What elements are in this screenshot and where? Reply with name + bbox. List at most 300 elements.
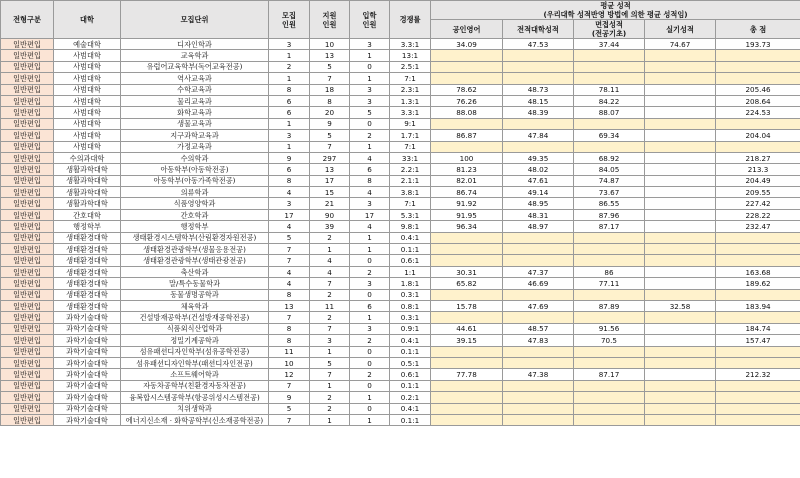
cell-dept: 교육학과 bbox=[121, 50, 269, 61]
cell-quota: 4 bbox=[269, 187, 310, 198]
cell-interview bbox=[574, 403, 645, 414]
cell-english bbox=[431, 312, 503, 323]
cell-interview: 37.44 bbox=[574, 39, 645, 50]
cell-rate: 0.1:1 bbox=[390, 346, 431, 357]
cell-interview: 87.96 bbox=[574, 209, 645, 220]
cell-english: 15.78 bbox=[431, 300, 503, 311]
cell-type: 일반편입 bbox=[1, 209, 54, 220]
cell-dept: 화학교육과 bbox=[121, 107, 269, 118]
cell-college: 생태환경대학 bbox=[54, 278, 121, 289]
cell-type: 일반편입 bbox=[1, 369, 54, 380]
cell-applicants: 17 bbox=[310, 175, 350, 186]
cell-admitted: 5 bbox=[350, 107, 390, 118]
cell-college-grade: 48.57 bbox=[503, 323, 574, 334]
cell-interview: 84.22 bbox=[574, 95, 645, 106]
cell-type: 일반편입 bbox=[1, 323, 54, 334]
table-row bbox=[1, 130, 800, 141]
cell-applicants: 13 bbox=[310, 164, 350, 175]
table-row bbox=[1, 61, 800, 72]
table-row bbox=[1, 255, 800, 266]
cell-quota: 9 bbox=[269, 152, 310, 163]
cell-type: 일반편입 bbox=[1, 107, 54, 118]
cell-dept: 아동학부(아동가족학전공) bbox=[121, 175, 269, 186]
table-row bbox=[1, 50, 800, 61]
cell-college: 생활과학대학 bbox=[54, 198, 121, 209]
cell-dept: 수학교육과 bbox=[121, 84, 269, 95]
cell-interview: 86.55 bbox=[574, 198, 645, 209]
cell-type: 일반편입 bbox=[1, 244, 54, 255]
cell-applicants: 2 bbox=[310, 403, 350, 414]
cell-dept: 식품영양학과 bbox=[121, 198, 269, 209]
cell-english: 82.01 bbox=[431, 175, 503, 186]
cell-admitted: 1 bbox=[350, 141, 390, 152]
cell-dept: 생태환경관광학부(생태관광전공) bbox=[121, 255, 269, 266]
cell-college-grade bbox=[503, 141, 574, 152]
cell-interview: 78.11 bbox=[574, 84, 645, 95]
cell-type: 일반편입 bbox=[1, 346, 54, 357]
table-row bbox=[1, 357, 800, 368]
cell-english bbox=[431, 380, 503, 391]
cell-type: 일반편입 bbox=[1, 266, 54, 277]
cell-rate: 0.4:1 bbox=[390, 335, 431, 346]
table-row bbox=[1, 175, 800, 186]
cell-college-grade: 48.73 bbox=[503, 84, 574, 95]
cell-total bbox=[716, 61, 800, 72]
cell-college: 과학기술대학 bbox=[54, 380, 121, 391]
cell-dept: 유럽어교육학부(독어교육전공) bbox=[121, 61, 269, 72]
cell-practical bbox=[645, 414, 716, 425]
cell-rate: 0.4:1 bbox=[390, 403, 431, 414]
cell-english: 77.78 bbox=[431, 369, 503, 380]
cell-english bbox=[431, 403, 503, 414]
cell-quota: 11 bbox=[269, 346, 310, 357]
cell-english: 34.09 bbox=[431, 39, 503, 50]
table-row bbox=[1, 107, 800, 118]
cell-admitted: 0 bbox=[350, 118, 390, 129]
cell-total bbox=[716, 255, 800, 266]
cell-type: 일반편입 bbox=[1, 84, 54, 95]
cell-applicants: 1 bbox=[310, 380, 350, 391]
cell-total bbox=[716, 414, 800, 425]
table-row bbox=[1, 152, 800, 163]
cell-practical bbox=[645, 323, 716, 334]
cell-total bbox=[716, 357, 800, 368]
cell-college: 생태환경대학 bbox=[54, 255, 121, 266]
cell-rate: 0.3:1 bbox=[390, 312, 431, 323]
cell-practical bbox=[645, 232, 716, 243]
cell-practical bbox=[645, 221, 716, 232]
cell-type: 일반편입 bbox=[1, 198, 54, 209]
cell-rate: 9:1 bbox=[390, 118, 431, 129]
cell-applicants: 11 bbox=[310, 300, 350, 311]
cell-applicants: 7 bbox=[310, 73, 350, 84]
cell-dept: 동물생명공학과 bbox=[121, 289, 269, 300]
cell-type: 일반편입 bbox=[1, 312, 54, 323]
table-row bbox=[1, 95, 800, 106]
cell-college: 과학기술대학 bbox=[54, 392, 121, 403]
cell-college-grade: 48.02 bbox=[503, 164, 574, 175]
cell-applicants: 2 bbox=[310, 232, 350, 243]
cell-quota: 5 bbox=[269, 232, 310, 243]
cell-admitted: 4 bbox=[350, 187, 390, 198]
cell-quota: 8 bbox=[269, 323, 310, 334]
cell-english: 30.31 bbox=[431, 266, 503, 277]
cell-admitted: 1 bbox=[350, 73, 390, 84]
cell-interview: 70.5 bbox=[574, 335, 645, 346]
cell-english bbox=[431, 255, 503, 266]
cell-practical bbox=[645, 164, 716, 175]
cell-college-grade bbox=[503, 346, 574, 357]
cell-practical bbox=[645, 369, 716, 380]
cell-applicants: 1 bbox=[310, 346, 350, 357]
cell-dept: 말/특수동물학과 bbox=[121, 278, 269, 289]
cell-admitted: 0 bbox=[350, 357, 390, 368]
cell-practical bbox=[645, 73, 716, 84]
cell-rate: 3.8:1 bbox=[390, 187, 431, 198]
cell-practical bbox=[645, 107, 716, 118]
cell-interview bbox=[574, 61, 645, 72]
cell-type: 일반편입 bbox=[1, 255, 54, 266]
cell-admitted: 1 bbox=[350, 392, 390, 403]
cell-quota: 17 bbox=[269, 209, 310, 220]
cell-college-grade: 49.35 bbox=[503, 152, 574, 163]
cell-practical bbox=[645, 312, 716, 323]
cell-practical bbox=[645, 175, 716, 186]
cell-college-grade: 49.14 bbox=[503, 187, 574, 198]
cell-applicants: 7 bbox=[310, 323, 350, 334]
cell-total: 163.68 bbox=[716, 266, 800, 277]
cell-quota: 8 bbox=[269, 175, 310, 186]
cell-interview bbox=[574, 357, 645, 368]
cell-college-grade bbox=[503, 118, 574, 129]
cell-college: 과학기술대학 bbox=[54, 357, 121, 368]
table-row bbox=[1, 289, 800, 300]
cell-english: 65.82 bbox=[431, 278, 503, 289]
cell-admitted: 3 bbox=[350, 39, 390, 50]
cell-applicants: 90 bbox=[310, 209, 350, 220]
table-row bbox=[1, 232, 800, 243]
cell-dept: 생태환경관광학부(생물응용전공) bbox=[121, 244, 269, 255]
cell-dept: 체육학과 bbox=[121, 300, 269, 311]
cell-practical bbox=[645, 392, 716, 403]
cell-dept: 간호학과 bbox=[121, 209, 269, 220]
cell-english bbox=[431, 414, 503, 425]
cell-practical bbox=[645, 84, 716, 95]
cell-type: 일반편입 bbox=[1, 335, 54, 346]
cell-english: 76.26 bbox=[431, 95, 503, 106]
cell-practical bbox=[645, 130, 716, 141]
cell-english: 86.87 bbox=[431, 130, 503, 141]
table-row bbox=[1, 73, 800, 84]
cell-dept: 생물교육과 bbox=[121, 118, 269, 129]
cell-applicants: 1 bbox=[310, 414, 350, 425]
cell-quota: 3 bbox=[269, 39, 310, 50]
cell-total: 189.62 bbox=[716, 278, 800, 289]
cell-dept: 섬유패션디자인학부(패션디자인전공) bbox=[121, 357, 269, 368]
cell-type: 일반편입 bbox=[1, 357, 54, 368]
cell-total: 227.42 bbox=[716, 198, 800, 209]
cell-applicants: 15 bbox=[310, 187, 350, 198]
cell-total: 204.04 bbox=[716, 130, 800, 141]
cell-total: 232.47 bbox=[716, 221, 800, 232]
cell-practical bbox=[645, 95, 716, 106]
cell-quota: 10 bbox=[269, 357, 310, 368]
cell-type: 일반편입 bbox=[1, 141, 54, 152]
cell-quota: 6 bbox=[269, 95, 310, 106]
cell-english bbox=[431, 289, 503, 300]
cell-dept: 에너지신소재 · 화학공학부(신소재공학전공) bbox=[121, 414, 269, 425]
table-row bbox=[1, 209, 800, 220]
cell-interview: 73.67 bbox=[574, 187, 645, 198]
cell-admitted: 2 bbox=[350, 266, 390, 277]
table-row bbox=[1, 312, 800, 323]
cell-interview bbox=[574, 255, 645, 266]
cell-practical bbox=[645, 403, 716, 414]
cell-practical bbox=[645, 278, 716, 289]
cell-quota: 7 bbox=[269, 255, 310, 266]
cell-total: 228.22 bbox=[716, 209, 800, 220]
cell-rate: 0.3:1 bbox=[390, 289, 431, 300]
table-row bbox=[1, 244, 800, 255]
cell-admitted: 3 bbox=[350, 323, 390, 334]
cell-applicants: 7 bbox=[310, 141, 350, 152]
cell-rate: 0.5:1 bbox=[390, 357, 431, 368]
cell-practical: 32.58 bbox=[645, 300, 716, 311]
cell-interview bbox=[574, 232, 645, 243]
cell-practical bbox=[645, 346, 716, 357]
cell-total bbox=[716, 392, 800, 403]
cell-college-grade: 47.61 bbox=[503, 175, 574, 186]
cell-college: 생활과학대학 bbox=[54, 175, 121, 186]
cell-total: 183.94 bbox=[716, 300, 800, 311]
cell-total bbox=[716, 312, 800, 323]
cell-college: 수의과대학 bbox=[54, 152, 121, 163]
cell-college: 과학기술대학 bbox=[54, 335, 121, 346]
header-practical: 실기성적 bbox=[645, 20, 716, 39]
cell-type: 일반편입 bbox=[1, 118, 54, 129]
cell-type: 일반편입 bbox=[1, 380, 54, 391]
cell-dept: 물리교육과 bbox=[121, 95, 269, 106]
table-row bbox=[1, 300, 800, 311]
cell-applicants: 7 bbox=[310, 278, 350, 289]
table-row bbox=[1, 118, 800, 129]
cell-college: 사범대학 bbox=[54, 50, 121, 61]
cell-type: 일반편입 bbox=[1, 175, 54, 186]
header-interview: 면접성적 (전공기초) bbox=[574, 20, 645, 39]
cell-college: 생태환경대학 bbox=[54, 300, 121, 311]
cell-dept: 수의학과 bbox=[121, 152, 269, 163]
header-dept: 모집단위 bbox=[121, 1, 269, 39]
cell-dept: 자동차공학부(친환경자동차전공) bbox=[121, 380, 269, 391]
cell-college: 생태환경대학 bbox=[54, 244, 121, 255]
cell-type: 일반편입 bbox=[1, 50, 54, 61]
cell-rate: 0.1:1 bbox=[390, 244, 431, 255]
cell-college: 과학기술대학 bbox=[54, 403, 121, 414]
cell-college: 생태환경대학 bbox=[54, 232, 121, 243]
cell-college-grade: 47.83 bbox=[503, 335, 574, 346]
cell-college: 사범대학 bbox=[54, 107, 121, 118]
cell-admitted: 1 bbox=[350, 312, 390, 323]
cell-college: 사범대학 bbox=[54, 118, 121, 129]
cell-type: 일반편입 bbox=[1, 187, 54, 198]
cell-quota: 1 bbox=[269, 118, 310, 129]
cell-applicants: 5 bbox=[310, 61, 350, 72]
cell-quota: 13 bbox=[269, 300, 310, 311]
cell-dept: 아동학부(아동학전공) bbox=[121, 164, 269, 175]
cell-applicants: 5 bbox=[310, 357, 350, 368]
cell-total: 193.73 bbox=[716, 39, 800, 50]
cell-interview: 84.05 bbox=[574, 164, 645, 175]
cell-total: 218.27 bbox=[716, 152, 800, 163]
cell-dept: 정밀기계공학과 bbox=[121, 335, 269, 346]
cell-college-grade bbox=[503, 50, 574, 61]
cell-total: 209.55 bbox=[716, 187, 800, 198]
cell-college-grade: 48.97 bbox=[503, 221, 574, 232]
cell-rate: 0.4:1 bbox=[390, 232, 431, 243]
cell-practical bbox=[645, 289, 716, 300]
cell-admitted: 0 bbox=[350, 61, 390, 72]
cell-college: 예술대학 bbox=[54, 39, 121, 50]
cell-total bbox=[716, 73, 800, 84]
cell-quota: 7 bbox=[269, 312, 310, 323]
cell-total bbox=[716, 232, 800, 243]
cell-admitted: 6 bbox=[350, 164, 390, 175]
cell-english: 81.23 bbox=[431, 164, 503, 175]
cell-practical bbox=[645, 198, 716, 209]
cell-college: 생활과학대학 bbox=[54, 187, 121, 198]
cell-admitted: 1 bbox=[350, 414, 390, 425]
cell-dept: 융복합시스템공학부(항공위성시스템전공) bbox=[121, 392, 269, 403]
cell-admitted: 1 bbox=[350, 244, 390, 255]
cell-rate: 0.1:1 bbox=[390, 380, 431, 391]
cell-practical bbox=[645, 255, 716, 266]
cell-college-grade bbox=[503, 357, 574, 368]
cell-total: 205.46 bbox=[716, 84, 800, 95]
cell-practical: 74.67 bbox=[645, 39, 716, 50]
cell-college-grade: 48.15 bbox=[503, 95, 574, 106]
cell-rate: 1:1 bbox=[390, 266, 431, 277]
cell-english bbox=[431, 118, 503, 129]
cell-applicants: 7 bbox=[310, 369, 350, 380]
cell-rate: 0.1:1 bbox=[390, 414, 431, 425]
cell-rate: 9.8:1 bbox=[390, 221, 431, 232]
cell-college-grade bbox=[503, 380, 574, 391]
cell-english bbox=[431, 244, 503, 255]
cell-dept: 가정교육과 bbox=[121, 141, 269, 152]
cell-rate: 2.3:1 bbox=[390, 84, 431, 95]
cell-total bbox=[716, 50, 800, 61]
cell-rate: 13:1 bbox=[390, 50, 431, 61]
cell-english: 39.15 bbox=[431, 335, 503, 346]
cell-total bbox=[716, 403, 800, 414]
cell-rate: 1.7:1 bbox=[390, 130, 431, 141]
cell-college: 사범대학 bbox=[54, 84, 121, 95]
cell-quota: 4 bbox=[269, 221, 310, 232]
cell-english: 88.08 bbox=[431, 107, 503, 118]
cell-interview bbox=[574, 244, 645, 255]
table-row bbox=[1, 392, 800, 403]
cell-rate: 3.3:1 bbox=[390, 39, 431, 50]
cell-interview: 87.17 bbox=[574, 221, 645, 232]
cell-interview: 68.92 bbox=[574, 152, 645, 163]
cell-admitted: 17 bbox=[350, 209, 390, 220]
cell-college-grade bbox=[503, 403, 574, 414]
cell-english bbox=[431, 392, 503, 403]
cell-quota: 9 bbox=[269, 392, 310, 403]
cell-dept: 행정학부 bbox=[121, 221, 269, 232]
cell-quota: 12 bbox=[269, 369, 310, 380]
header-college-grade: 전적대학성적 bbox=[503, 20, 574, 39]
cell-college: 생활과학대학 bbox=[54, 164, 121, 175]
cell-admitted: 0 bbox=[350, 346, 390, 357]
cell-college: 생태환경대학 bbox=[54, 289, 121, 300]
cell-admitted: 3 bbox=[350, 198, 390, 209]
table-row bbox=[1, 414, 800, 425]
cell-college-grade bbox=[503, 61, 574, 72]
cell-quota: 4 bbox=[269, 266, 310, 277]
table-row bbox=[1, 187, 800, 198]
cell-interview bbox=[574, 50, 645, 61]
cell-english bbox=[431, 232, 503, 243]
cell-rate: 0.6:1 bbox=[390, 255, 431, 266]
table-row bbox=[1, 141, 800, 152]
table-row bbox=[1, 39, 800, 50]
cell-english: 86.74 bbox=[431, 187, 503, 198]
cell-english bbox=[431, 357, 503, 368]
cell-dept: 축산학과 bbox=[121, 266, 269, 277]
cell-applicants: 1 bbox=[310, 244, 350, 255]
cell-college: 간호대학 bbox=[54, 209, 121, 220]
cell-applicants: 4 bbox=[310, 266, 350, 277]
cell-practical bbox=[645, 50, 716, 61]
header-english: 공인영어 bbox=[431, 20, 503, 39]
cell-total bbox=[716, 346, 800, 357]
cell-applicants: 18 bbox=[310, 84, 350, 95]
table-row bbox=[1, 221, 800, 232]
cell-admitted: 2 bbox=[350, 130, 390, 141]
header-admitted: 입학 인원 bbox=[350, 1, 390, 39]
cell-interview bbox=[574, 312, 645, 323]
cell-practical bbox=[645, 187, 716, 198]
cell-college-grade: 47.53 bbox=[503, 39, 574, 50]
cell-interview: 77.11 bbox=[574, 278, 645, 289]
cell-type: 일반편입 bbox=[1, 95, 54, 106]
cell-interview: 86 bbox=[574, 266, 645, 277]
cell-quota: 1 bbox=[269, 50, 310, 61]
cell-rate: 0.6:1 bbox=[390, 369, 431, 380]
cell-admitted: 3 bbox=[350, 278, 390, 289]
cell-interview: 87.89 bbox=[574, 300, 645, 311]
cell-college-grade: 47.84 bbox=[503, 130, 574, 141]
cell-rate: 33:1 bbox=[390, 152, 431, 163]
cell-total bbox=[716, 244, 800, 255]
cell-total: 157.47 bbox=[716, 335, 800, 346]
cell-type: 일반편입 bbox=[1, 232, 54, 243]
cell-english: 91.95 bbox=[431, 209, 503, 220]
cell-practical bbox=[645, 335, 716, 346]
cell-college: 과학기술대학 bbox=[54, 414, 121, 425]
cell-interview: 88.07 bbox=[574, 107, 645, 118]
cell-type: 일반편입 bbox=[1, 61, 54, 72]
cell-college-grade: 47.69 bbox=[503, 300, 574, 311]
cell-english bbox=[431, 141, 503, 152]
cell-college: 과학기술대학 bbox=[54, 369, 121, 380]
table-row bbox=[1, 335, 800, 346]
cell-college-grade: 48.95 bbox=[503, 198, 574, 209]
cell-quota: 6 bbox=[269, 107, 310, 118]
cell-type: 일반편입 bbox=[1, 289, 54, 300]
cell-college: 사범대학 bbox=[54, 73, 121, 84]
